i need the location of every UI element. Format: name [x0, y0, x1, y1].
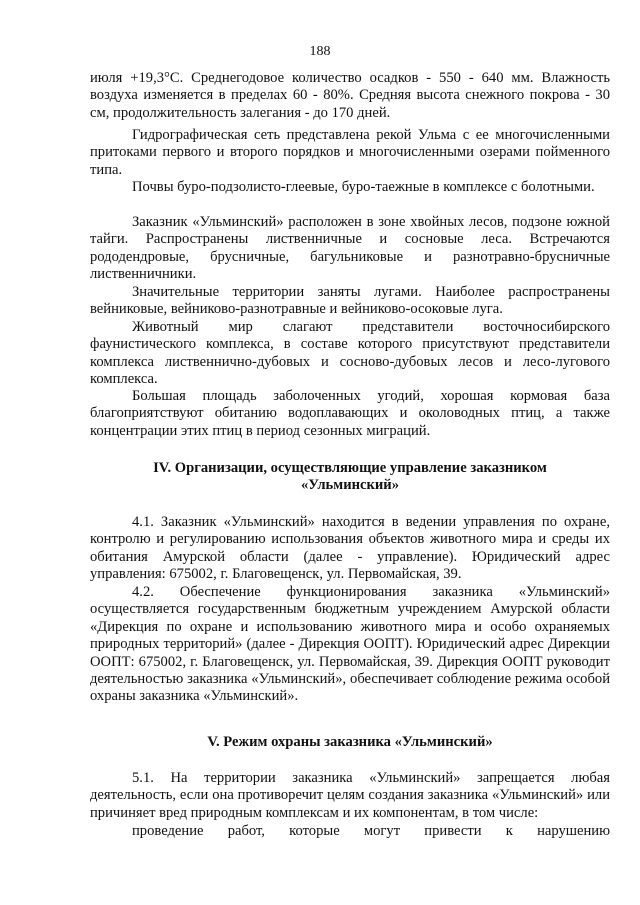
meadows-paragraph: Значительные территории заняты лугами. Наиболее распространены вейниковые, вейниково-разнотравные и вейниково-осоковые луга.	[90, 284, 610, 318]
section-5-1-item: проведение работ, которые могут привести к нарушению	[132, 823, 610, 839]
section-4-1-paragraph: 4.1. Заказник «Ульминский» находится в ведении управления по охране, контролю и регулированию использования объектов животного мира и среды их обитания Амурской области (далее - управление). Юридический адрес управления: 675002, г. Благовещенск, ул. Первомайская, 39.	[90, 514, 610, 583]
section-5-1-paragraph: 5.1. На территории заказника «Ульминский» запрещается любая деятельность, если она противоречит целям создания заказника «Ульминский» или причиняет вред природным комплексам и их компонентам, в том числе:	[90, 770, 610, 821]
section-5-heading: V. Режим охраны заказника «Ульминский»	[207, 734, 493, 750]
fauna-paragraph: Животный мир слагают представители восточносибирского фаунистического комплекса, в составе которого присутствуют представители комплекса лиственнично-дубовых и сосново-дубовых лесов и лесо-лугового комплекса.	[90, 319, 610, 388]
forests-paragraph: Заказник «Ульминский» расположен в зоне хвойных лесов, подзоне южной тайги. Распространены лиственничные и сосновые леса. Встречаются рододендровые, брусничные, багульниковые и разнотравно-брусничные лиственничники.	[90, 214, 610, 283]
soils-paragraph: Почвы буро-подзолисто-глеевые, буро-таежные в комплексе с болотными.	[132, 179, 595, 195]
wetlands-paragraph: Большая площадь заболоченных угодий, хорошая кормовая база благоприятствуют обитанию водоплавающих и околоводных птиц, а также концентрации этих птиц в период сезонных миграций.	[90, 388, 610, 439]
climate-paragraph: июля +19,3°C. Среднегодовое количество осадков - 550 - 640 мм. Влажность воздуха изменяется в пределах 60 - 80%. Средняя высота снежного покрова - 30 см, продолжительность залегания - до 170 дней.	[90, 70, 610, 121]
page-number: 188	[309, 44, 331, 59]
hydrography-paragraph: Гидрографическая сеть представлена рекой Ульма с ее многочисленными притоками первого и второго порядков и многочисленными озерами пойменного типа.	[90, 127, 610, 178]
section-4-heading: IV. Организации, осуществляющие управление заказником «Ульминский»	[153, 460, 547, 494]
section-4-2-paragraph: 4.2. Обеспечение функционирования заказника «Ульминский» осуществляется государственным бюджетным учреждением Амурской области «Дирекция по охране и использованию животного мира и особо охраняемых природных территорий» (далее - Дирекция ООПТ). Юридический адрес Дирекции ООПТ: 675002, г. Благовещенск, ул. Первомайская, 39. Дирекция ООПТ руководит деятельностью заказника «Ульминский», обеспечивает соблюдение режима особой охраны заказника «Ульминский».	[90, 584, 610, 705]
